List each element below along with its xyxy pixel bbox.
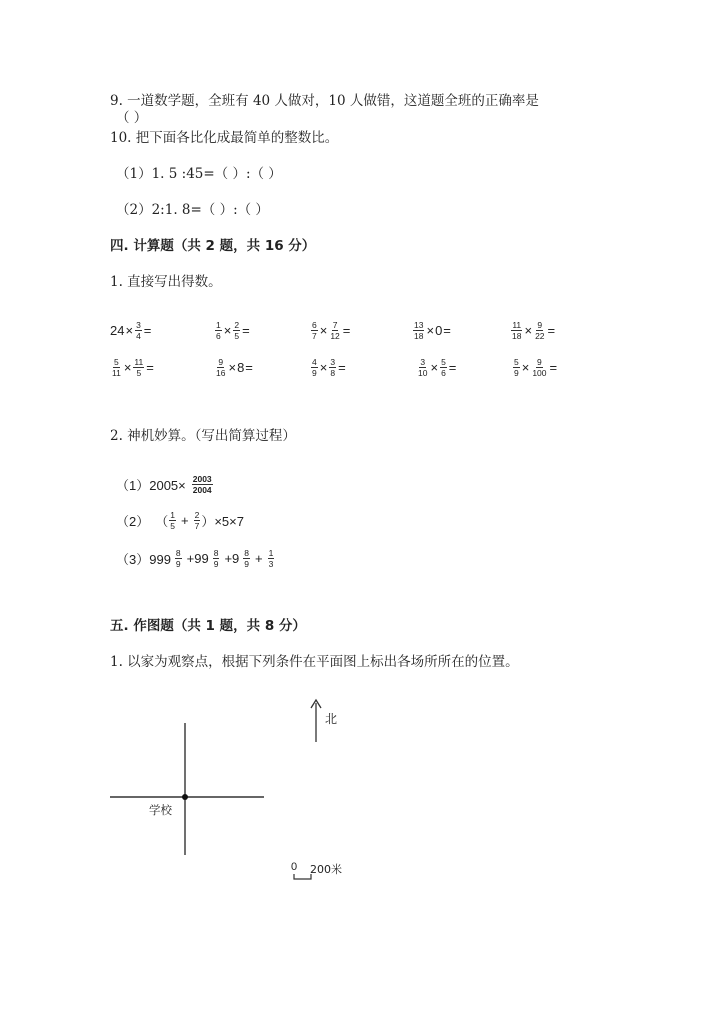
calc-operand: 8 bbox=[237, 360, 245, 375]
numerator: 4 bbox=[312, 357, 317, 367]
calc-operand: 0 bbox=[435, 323, 443, 338]
close-expression: ）×5×7 bbox=[201, 514, 244, 529]
section-4-question-1-text: 1. 直接写出得数。 bbox=[110, 274, 222, 290]
section-4-question-2-text: 2. 神机妙算。（写出简算过程） bbox=[110, 428, 296, 444]
denominator: 12 bbox=[330, 331, 340, 341]
numerator: 9 bbox=[537, 320, 543, 330]
item-label: （3）999 bbox=[116, 552, 171, 567]
times-sign: × bbox=[319, 323, 328, 338]
denominator: 18 bbox=[414, 331, 424, 341]
denominator: 22 bbox=[535, 331, 545, 341]
numerator: 7 bbox=[332, 320, 338, 330]
numerator: 5 bbox=[441, 357, 446, 367]
denominator: 8 bbox=[330, 368, 336, 378]
numerator: 9 bbox=[218, 357, 224, 367]
numerator: 2 bbox=[194, 510, 200, 520]
denominator: 7 bbox=[312, 331, 317, 341]
times-sign: × bbox=[521, 360, 530, 375]
denominator: 9 bbox=[312, 368, 317, 378]
plus-term: +9 bbox=[224, 551, 240, 566]
denominator: 11 bbox=[112, 368, 121, 378]
denominator: 18 bbox=[512, 331, 522, 341]
north-label: 北 bbox=[325, 712, 338, 726]
section-4-title: 四. 计算题（共 2 题，共 16 分） bbox=[110, 238, 316, 254]
numerator: 5 bbox=[514, 357, 519, 367]
scale-zero-label: 0 bbox=[291, 861, 298, 873]
section-5-title: 五. 作图题（共 1 题，共 8 分） bbox=[110, 618, 306, 634]
plus-sign: + bbox=[255, 551, 263, 566]
numerator: 9 bbox=[537, 357, 542, 367]
numerator: 3 bbox=[330, 357, 336, 367]
denominator: 5 bbox=[170, 521, 175, 531]
denominator: 6 bbox=[441, 368, 446, 378]
denominator: 3 bbox=[268, 559, 274, 569]
equals-sign: = bbox=[143, 323, 152, 338]
numerator: 1 bbox=[216, 320, 221, 330]
equals-sign: = bbox=[338, 360, 346, 375]
denominator: 100 bbox=[532, 368, 547, 378]
denominator: 4 bbox=[136, 331, 141, 341]
denominator: 9 bbox=[213, 559, 219, 569]
item-label: （2） bbox=[116, 514, 150, 529]
question-9-text: 9. 一道数学题，全班有 40 人做对，10 人做错，这道题全班的正确率是 bbox=[110, 93, 539, 109]
times-sign: × bbox=[430, 360, 439, 375]
numerator: 11 bbox=[512, 320, 522, 330]
denominator: 5 bbox=[234, 331, 240, 341]
times-sign: × bbox=[228, 360, 237, 375]
plus-term: +99 bbox=[186, 551, 209, 566]
numerator: 6 bbox=[312, 320, 317, 330]
question-10-text: 10. 把下面各比化成最简单的整数比。 bbox=[110, 130, 339, 146]
question-9-answer-blank: （ ） bbox=[116, 110, 148, 126]
times-sign: × bbox=[125, 323, 134, 338]
denominator: 2004 bbox=[192, 485, 212, 495]
times-sign: × bbox=[524, 323, 533, 338]
numerator: 11 bbox=[134, 357, 144, 367]
denominator: 9 bbox=[175, 559, 181, 569]
denominator: 7 bbox=[194, 521, 200, 531]
times-sign: × bbox=[223, 323, 232, 338]
times-sign: × bbox=[319, 360, 328, 375]
equals-sign: = bbox=[245, 360, 253, 375]
open-paren: （ bbox=[155, 514, 169, 529]
numerator: 1 bbox=[170, 510, 175, 520]
equals-sign: = bbox=[242, 323, 250, 338]
scale-distance-label: 200米 bbox=[310, 863, 342, 876]
denominator: 5 bbox=[136, 368, 142, 378]
equals-sign: = bbox=[146, 360, 154, 375]
numerator: 2003 bbox=[192, 474, 212, 484]
plus-sign: + bbox=[180, 513, 189, 528]
numerator: 13 bbox=[414, 320, 424, 330]
school-label: 学校 bbox=[149, 803, 172, 817]
item-label: （1）2005× bbox=[116, 478, 186, 493]
denominator: 10 bbox=[418, 368, 428, 378]
numerator: 8 bbox=[244, 548, 250, 558]
equals-sign: = bbox=[549, 360, 558, 375]
origin-point bbox=[182, 794, 188, 800]
denominator: 16 bbox=[216, 368, 226, 378]
calc-operand: 24 bbox=[110, 323, 125, 338]
numerator: 8 bbox=[213, 548, 219, 558]
times-sign: × bbox=[426, 323, 435, 338]
scale-bar bbox=[294, 874, 311, 879]
denominator: 9 bbox=[244, 559, 250, 569]
equals-sign: = bbox=[547, 323, 556, 338]
times-sign: × bbox=[123, 360, 132, 375]
equals-sign: = bbox=[342, 323, 351, 338]
equals-sign: = bbox=[448, 360, 457, 375]
denominator: 9 bbox=[514, 368, 519, 378]
numerator: 3 bbox=[136, 320, 141, 330]
numerator: 3 bbox=[420, 357, 426, 367]
denominator: 6 bbox=[216, 331, 221, 341]
numerator: 2 bbox=[234, 320, 240, 330]
section-5-question-1-text: 1. 以家为观察点，根据下列条件在平面图上标出各场所所在的位置。 bbox=[110, 654, 519, 670]
numerator: 8 bbox=[175, 548, 181, 558]
question-10-item-1: （1）1. 5 :45=（ ）:（ ） bbox=[116, 166, 282, 182]
equals-sign: = bbox=[443, 323, 451, 338]
numerator: 1 bbox=[268, 548, 274, 558]
numerator: 5 bbox=[114, 357, 119, 367]
question-10-item-2: （2）2:1. 8=（ ）:（ ） bbox=[116, 202, 269, 218]
